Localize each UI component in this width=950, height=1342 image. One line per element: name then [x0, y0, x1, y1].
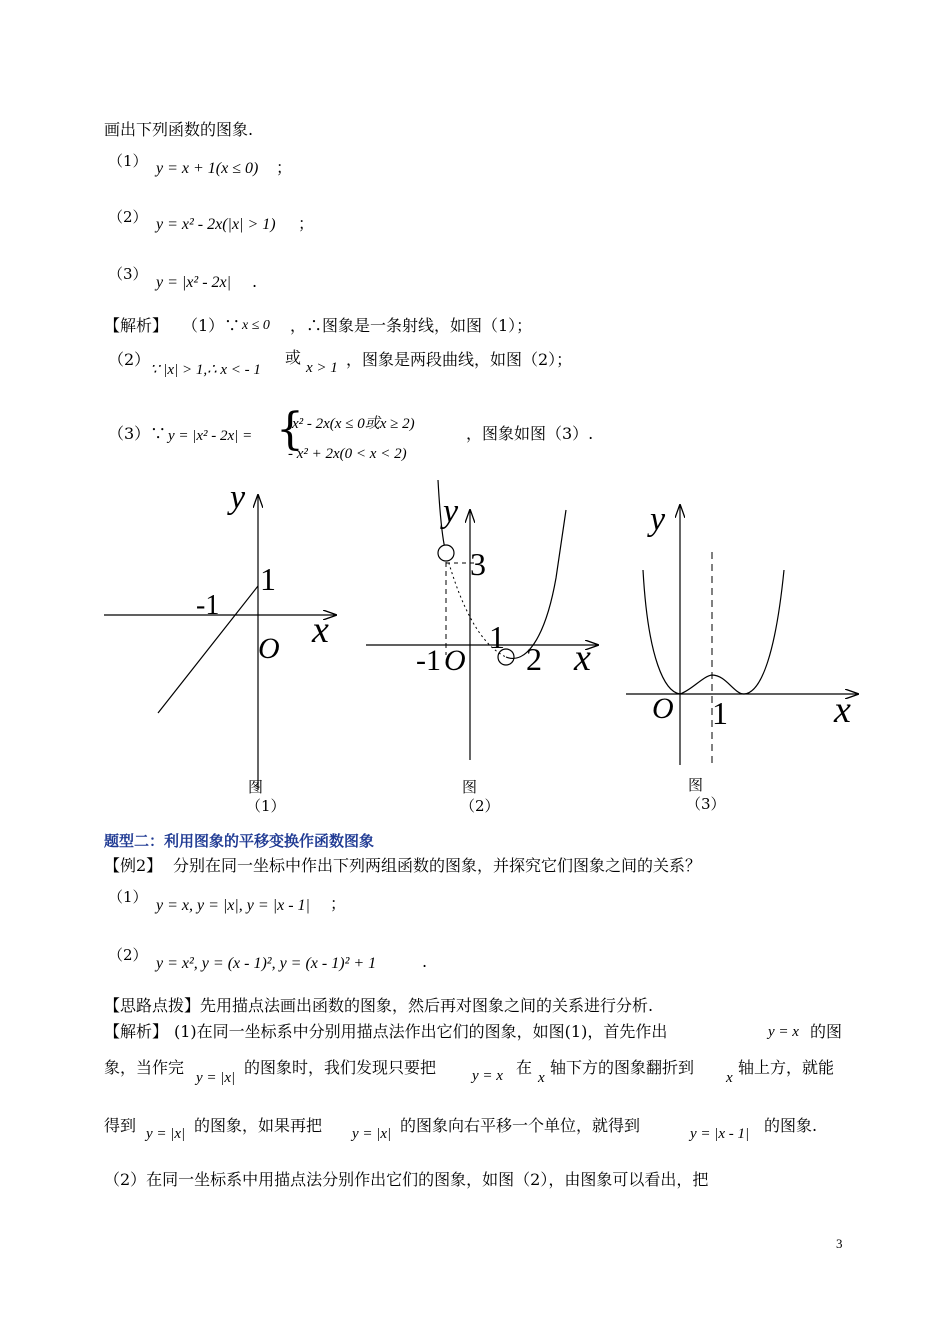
- analysis-text: 得到: [104, 1116, 137, 1135]
- page-number: 3: [836, 1236, 843, 1251]
- formula: x > 1: [306, 360, 338, 376]
- analysis-text: ，图象如图（3）.: [466, 424, 594, 443]
- formula: y = x: [472, 1068, 503, 1084]
- y-label: y: [230, 479, 246, 516]
- analysis-text: 的图象.: [764, 1116, 818, 1135]
- analysis-text: （2）在同一坐标系中用描点法分别作出它们的图象，如图（2），由图象可以看出，把: [104, 1170, 709, 1189]
- origin-label: O: [444, 644, 466, 677]
- formula: y = x², y = (x - 1)², y = (x - 1)² + 1: [156, 955, 377, 972]
- figure-caption: （2）: [460, 797, 500, 815]
- formula: y = |x² - 2x| =: [168, 428, 253, 444]
- tick-label: -1: [196, 590, 220, 621]
- y-label: y: [443, 493, 459, 530]
- formula: x: [726, 1070, 733, 1086]
- origin-label: O: [652, 692, 674, 725]
- item-number: （2）: [108, 946, 148, 964]
- figure-caption: （3）: [686, 795, 726, 813]
- formula-case: x² - 2x(x ≤ 0或x ≥ 2): [292, 416, 415, 432]
- formula: y = x² - 2x(|x| > 1): [156, 216, 276, 233]
- figure-caption: 图: [248, 778, 264, 796]
- example-text: 分别在同一坐标中作出下列两组函数的图象，并探究它们图象之间的关系？: [173, 856, 702, 875]
- curve-right: [506, 510, 566, 658]
- analysis-text: 的图象，如果再把: [194, 1116, 323, 1135]
- analysis-text: ，∴图象是一条射线，如图（1）；: [290, 316, 533, 335]
- analysis-text: 轴下方的图象翻折到: [550, 1058, 695, 1077]
- item-number: （1）: [108, 152, 148, 170]
- analysis-tag: 【解析】: [104, 316, 169, 335]
- formula: y = |x|: [196, 1070, 236, 1086]
- formula: x ≤ 0: [242, 318, 270, 333]
- formula: y = x: [768, 1024, 799, 1040]
- analysis-prefix: （3）∵: [108, 424, 167, 443]
- formula: y = |x² - 2x|: [156, 274, 232, 291]
- analysis-text: 的图象向右平移一个单位，就得到: [400, 1116, 641, 1135]
- x-label: x: [312, 609, 329, 651]
- curve: [643, 570, 784, 694]
- formula: ∵ |x| > 1,∴ x < - 1: [150, 362, 261, 378]
- tick-label: 1: [712, 695, 728, 731]
- tick-label: -1: [416, 644, 441, 677]
- formula: y = |x - 1|: [690, 1126, 750, 1142]
- item-number: （3）: [108, 265, 148, 283]
- formula: y = x + 1(x ≤ 0): [156, 160, 259, 177]
- analysis-text: 或: [285, 348, 302, 367]
- punct: .: [422, 952, 428, 971]
- analysis-text: (1)在同一坐标系中分别用描点法作出它们的图象，如图(1)，首先作出: [174, 1022, 668, 1041]
- formula: x: [538, 1070, 545, 1086]
- section-heading: 题型二：利用图象的平移变换作函数图象: [104, 832, 375, 850]
- tick-label: 1: [260, 561, 276, 597]
- item-number: （2）: [108, 208, 148, 226]
- origin-label: O: [258, 632, 280, 665]
- analysis-text: 的图: [810, 1022, 843, 1041]
- formula: y = |x|: [146, 1126, 186, 1142]
- x-label: x: [574, 637, 591, 679]
- analysis-prefix: （1）∵: [182, 316, 241, 335]
- punct: ；: [298, 214, 315, 233]
- analysis-text: ，图象是两段曲线，如图（2）；: [346, 350, 573, 369]
- figure-caption: 图: [688, 776, 704, 794]
- figure-1: [104, 479, 336, 790]
- figures: [0, 470, 950, 830]
- problem-intro: 画出下列函数的图象.: [104, 120, 254, 139]
- formula-case: - x² + 2x(0 < x < 2): [288, 446, 407, 462]
- figure-caption: （1）: [246, 797, 286, 815]
- formula: y = |x|: [352, 1126, 392, 1142]
- figure-3: [626, 501, 858, 765]
- tick-label: 2: [526, 641, 542, 677]
- example-tag: 【例2】: [104, 856, 163, 875]
- punct: ；: [276, 158, 293, 177]
- tick-label: 3: [470, 546, 486, 582]
- punct: ；: [330, 894, 347, 913]
- analysis-text: 在: [516, 1058, 533, 1077]
- analysis-text: 轴上方，就能: [738, 1058, 835, 1077]
- tick-label: 1: [489, 619, 505, 655]
- hint-text: 【思路点拨】先用描点法画出函数的图象，然后再对图象之间的关系进行分析.: [104, 996, 654, 1015]
- analysis-tag: 【解析】: [104, 1022, 169, 1041]
- figure-2: [366, 480, 598, 760]
- brace: {: [276, 404, 304, 455]
- formula: y = x, y = |x|, y = |x - 1|: [156, 897, 310, 914]
- open-point: [438, 545, 454, 561]
- analysis-text: 象，当作完: [104, 1058, 185, 1077]
- figure-caption: 图: [462, 778, 478, 796]
- analysis-prefix: （2）: [108, 350, 151, 369]
- y-label: y: [650, 501, 666, 538]
- analysis-text: 的图象时，我们发现只要把: [244, 1058, 437, 1077]
- item-number: （1）: [108, 888, 148, 906]
- punct: .: [252, 272, 258, 291]
- x-label: x: [834, 689, 851, 731]
